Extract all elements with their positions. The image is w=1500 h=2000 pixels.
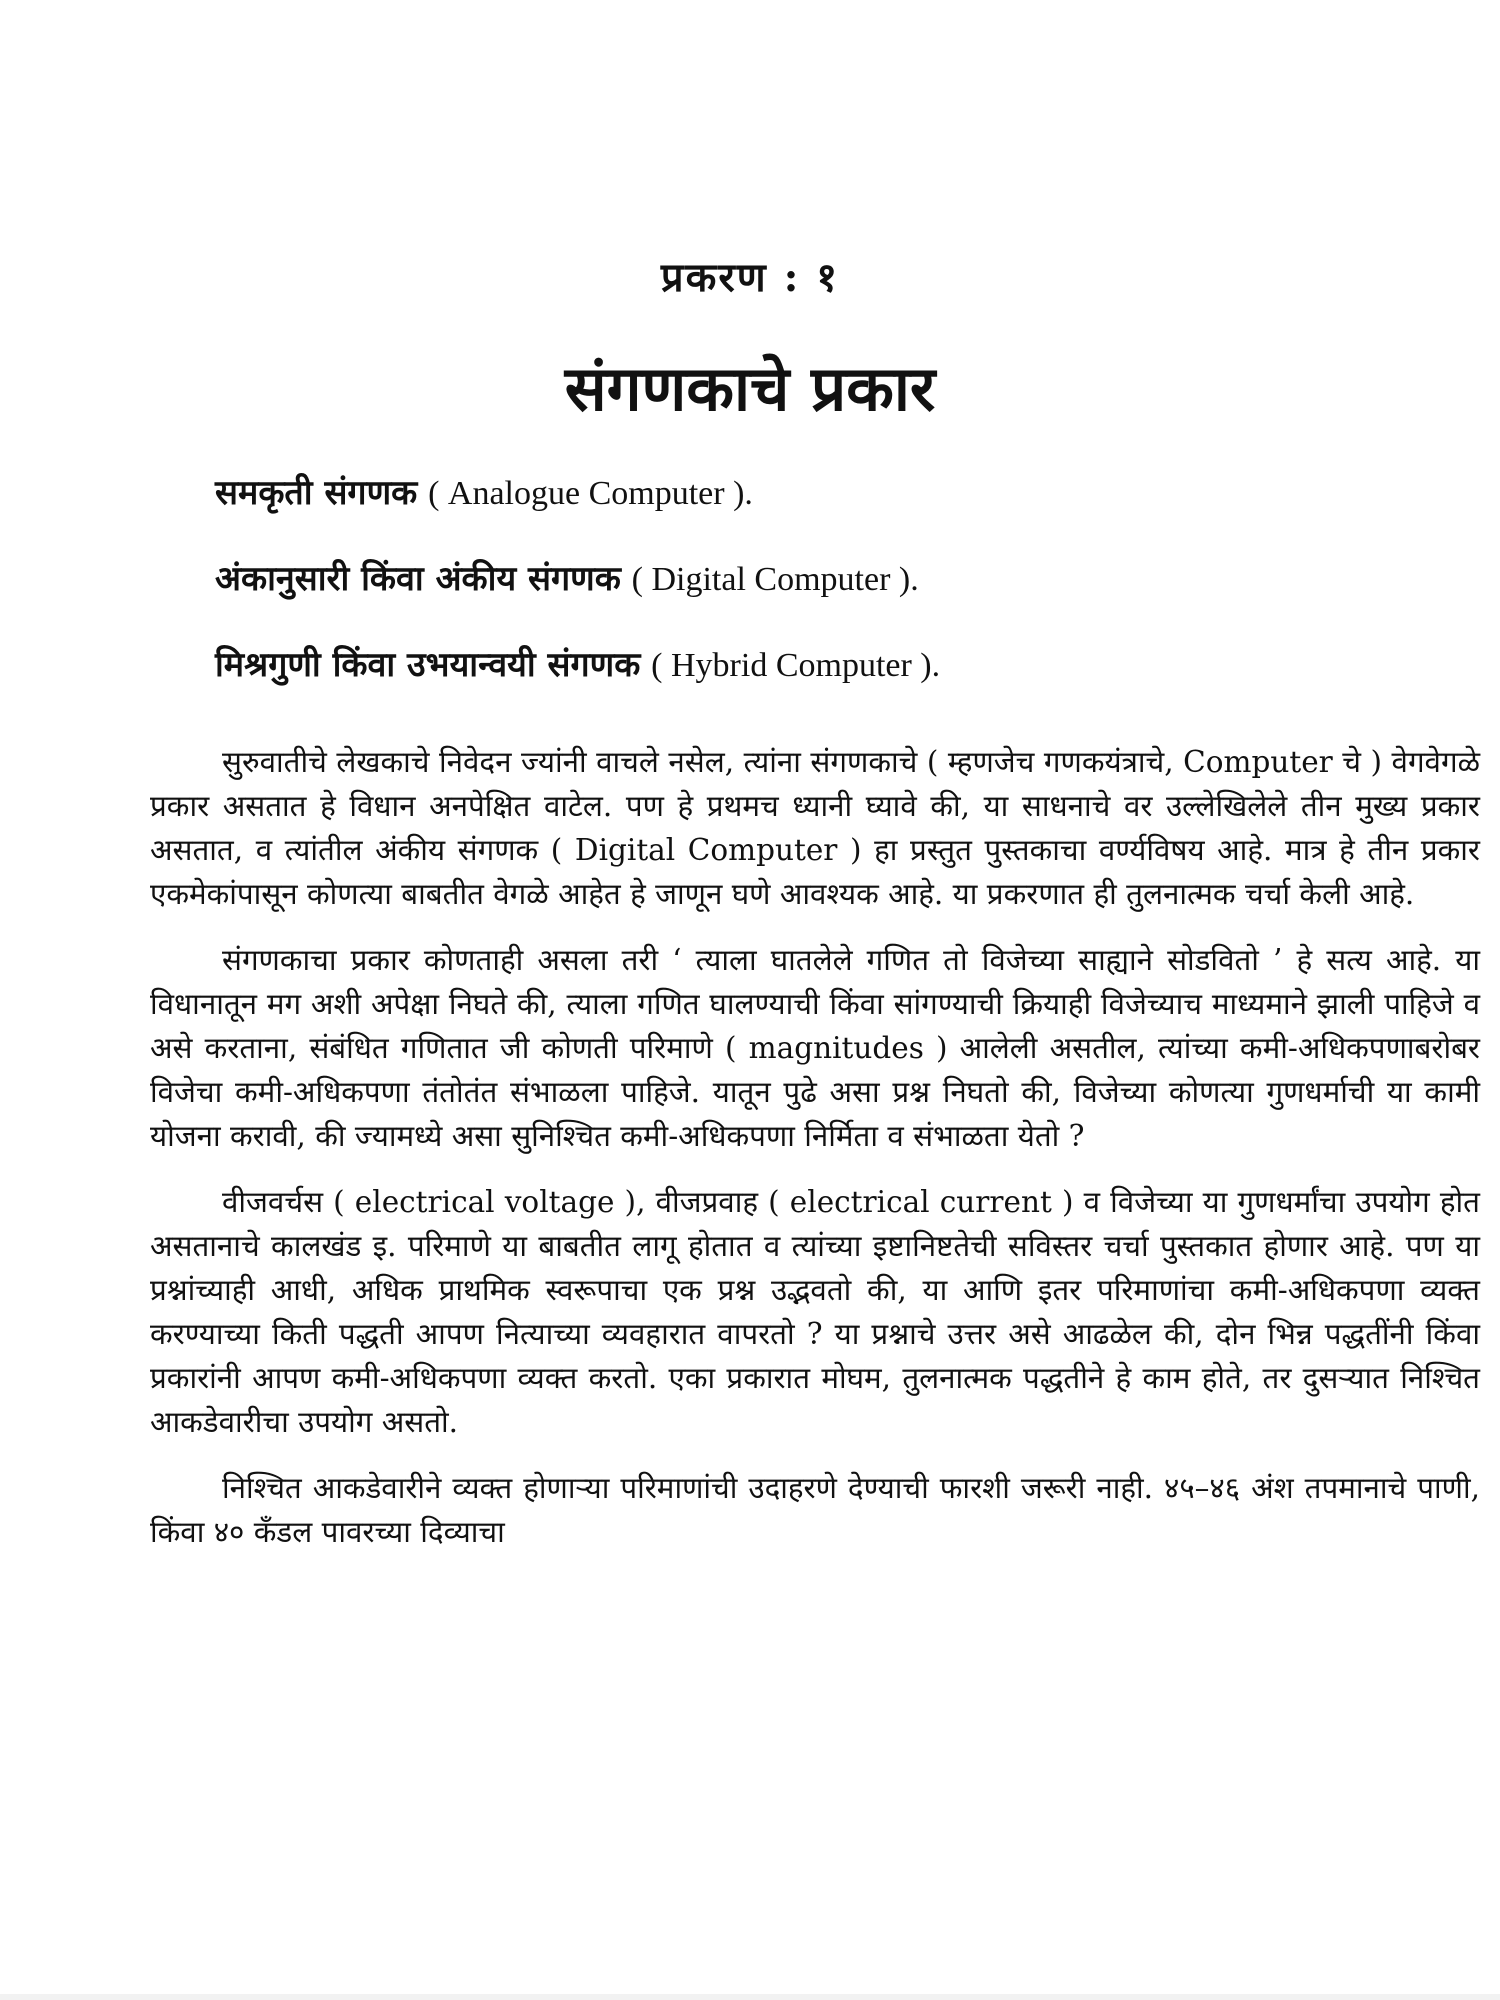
type-digital bbox=[215, 554, 1415, 640]
paragraph: निश्चित आकडेवारीने व्यक्त होणाऱ्या परिमाणांची उदाहरणे देण्याची फारशी जरूरी नाही. ४५–४६ अंश तपमानाचे पाणी, किंवा ४० कँडल पावरच्या दिव्याचा bbox=[150, 1471, 1480, 1549]
computer-types-list bbox=[215, 468, 1415, 726]
type-analogue bbox=[215, 468, 1415, 554]
type-marathi: मिश्रगुणी किंवा उभयान्वयी संगणक bbox=[215, 645, 641, 685]
chapter-title: संगणकाचे प्रकार bbox=[564, 352, 936, 425]
body-text bbox=[150, 740, 1480, 1576]
chapter-number: प्रकरण : १ bbox=[660, 254, 840, 301]
type-english: ( Analogue Computer ). bbox=[428, 475, 753, 512]
paragraph: संगणकाचा प्रकार कोणताही असला तरी ‘ त्याला घातलेले गणित तो विजेच्या साह्याने सोडवितो ’ हे सत्य आहे. या विधानातून मग अशी अपेक्षा निघते की, त्याला गणित घालण्याची किंवा सांगण्याची क्रियाही विजेच्याच माध्यमाने झाली पाहिजे व असे करताना, संबंधित गणितात जी कोणती परिमाणे ( magnitudes ) आलेली असतील, त्यांच्या कमी-अधिकपणाबरोबर विजेचा कमी-अधिकपणा तंतोतंत संभाळला पाहिजे. यातून पुढे असा प्रश्न निघतो की, विजेच्या कोणत्या गुणधर्माची या कामी योजना करावी, की ज्यामध्ये असा सुनिश्चित कमी-अधिकपणा निर्मिता व संभाळता येतो ? bbox=[150, 943, 1480, 1153]
scan-edge bbox=[0, 1994, 1500, 2000]
paragraph: सुरुवातीचे लेखकाचे निवेदन ज्यांनी वाचले नसेल, त्यांना संगणकाचे ( म्हणजेच गणकयंत्राचे, Computer चे ) वेगवेगळे प्रकार असतात हे विधान अनपेक्षित वाटेल. पण हे प्रथमच ध्यानी घ्यावे की, या साधनाचे वर उल्लेखिलेले तीन मुख्य प्रकार असतात, व त्यांतील अंकीय संगणक ( Digital Computer ) हा प्रस्तुत पुस्तकाचा वर्ण्यविषय आहे. मात्र हे तीन प्रकार एकमेकांपासून कोणत्या बाबतीत वेगळे आहेत हे जाणून घणे आवश्यक आहे. या प्रकरणात ही तुलनात्मक चर्चा केली आहे. bbox=[150, 745, 1480, 911]
type-hybrid bbox=[215, 640, 1415, 726]
paragraph: वीजवर्चस ( electrical voltage ), वीजप्रवाह ( electrical current ) व विजेच्या या गुणधर्मांचा उपयोग होत असतानाचे कालखंड इ. परिमाणे या बाबतीत लागू होतात व त्यांच्या इष्टानिष्टतेची सविस्तर चर्चा पुस्तकात होणार आहे. पण या प्रश्नांच्याही आधी, अधिक प्राथमिक स्वरूपाचा एक प्रश्न उद्भवतो की, या आणि इतर परिमाणांचा कमी-अधिकपणा व्यक्त करण्याच्या किती पद्धती आपण नित्याच्या व्यवहारात वापरतो ? या प्रश्नाचे उत्तर असे आढळेल की, दोन भिन्न पद्धतींनी किंवा प्रकारांनी आपण कमी-अधिकपणा व्यक्त करतो. एका प्रकारात मोघम, तुलनात्मक पद्धतीने हे काम होते, तर दुसऱ्यात निश्चित आकडेवारीचा उपयोग असतो. bbox=[150, 1185, 1481, 1439]
type-marathi: समकृती संगणक bbox=[215, 473, 418, 513]
type-english: ( Digital Computer ). bbox=[631, 561, 919, 598]
type-marathi: अंकानुसारी किंवा अंकीय संगणक bbox=[215, 559, 621, 599]
type-english: ( Hybrid Computer ). bbox=[651, 647, 941, 684]
